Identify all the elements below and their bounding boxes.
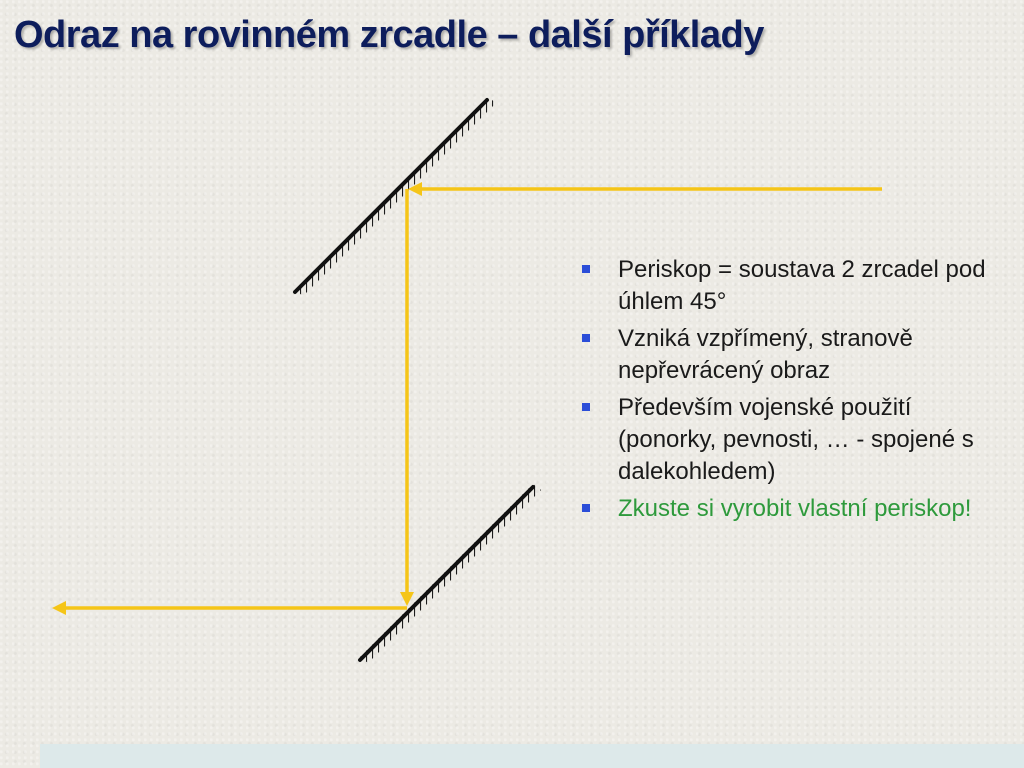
- upper-mirror: [295, 97, 496, 296]
- upper-mirror-hatch: [295, 97, 496, 296]
- bullet-list: [580, 254, 1010, 530]
- bullet-text-highlight: Zkuste si vyrobit vlastní periskop!: [618, 495, 972, 522]
- slide-title: Odraz na rovinném zrcadle – další příklady: [14, 14, 764, 56]
- bullet-item: [580, 254, 1010, 318]
- square-bullet-icon: [582, 265, 590, 273]
- square-bullet-icon: [582, 504, 590, 512]
- bullet-text: Periskop = soustava 2 zrcadel pod úhlem 45°: [618, 256, 986, 315]
- bullet-text: Především vojenské použití (ponorky, pevnosti, … - spojené s dalekohledem): [618, 394, 974, 485]
- lower-mirror-surface: [360, 487, 533, 660]
- bullet-text: Vzniká vzpřímený, stranově nepřevrácený obraz: [618, 325, 913, 384]
- square-bullet-icon: [582, 334, 590, 342]
- footer-band: [40, 744, 1024, 768]
- arrowhead-down: [400, 592, 414, 606]
- arrowhead-outgoing: [52, 601, 66, 615]
- lower-mirror: [360, 484, 541, 663]
- square-bullet-icon: [582, 403, 590, 411]
- bullet-item: [580, 392, 1010, 488]
- upper-mirror-surface: [295, 100, 487, 292]
- bullet-item: [580, 323, 1010, 387]
- lower-mirror-hatch: [360, 484, 541, 663]
- bullet-item-highlight: [580, 493, 1010, 525]
